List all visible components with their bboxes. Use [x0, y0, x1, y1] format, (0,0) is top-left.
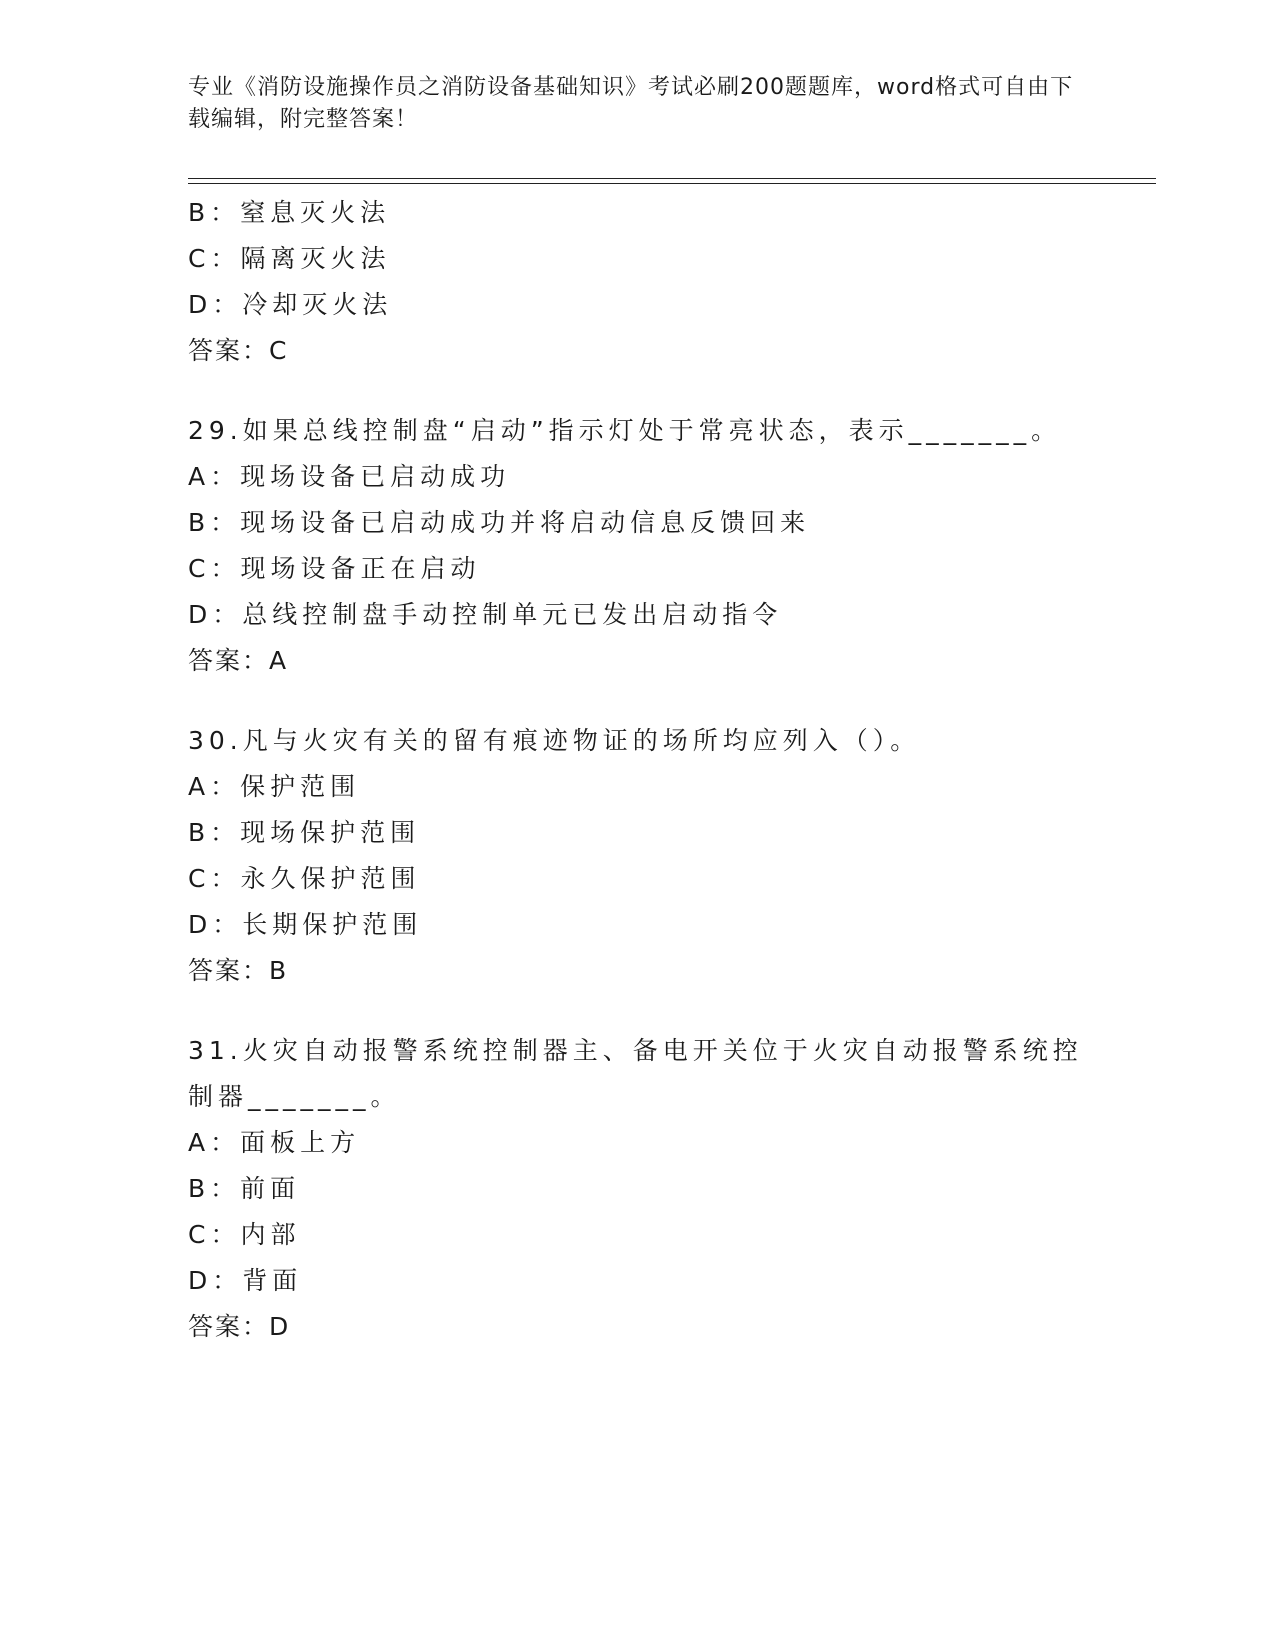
question-spacer: [188, 374, 1088, 408]
option-b: B：现场设备已启动成功并将启动信息反馈回来: [188, 508, 811, 537]
prev-question-block: [188, 190, 1088, 374]
option-a: A：保护范围: [188, 772, 361, 801]
option-b: B：窒息灭火法: [188, 198, 391, 227]
option-b: B：现场保护范围: [188, 818, 421, 847]
question-spacer: [188, 684, 1088, 718]
option-c: C：隔离灭火法: [188, 244, 391, 273]
option-d: D：冷却灭火法: [188, 290, 393, 319]
question-block-31: [188, 1028, 1088, 1350]
question-block-29: [188, 408, 1088, 684]
option-d: D：总线控制盘手动控制单元已发出启动指令: [188, 600, 783, 629]
option-c: C：永久保护范围: [188, 864, 421, 893]
option-c: C：内部: [188, 1220, 301, 1249]
question-text: 30.凡与火灾有关的留有痕迹物证的场所均应列入（）。: [188, 726, 921, 755]
option-c: C：现场设备正在启动: [188, 554, 481, 583]
question-text: 29.如果总线控制盘“启动”指示灯处于常亮状态，表示_______。: [188, 416, 1062, 445]
document-header: 专业《消防设施操作员之消防设备基础知识》考试必刷200题题库，word格式可自由下载编辑，附完整答案！: [188, 75, 1074, 132]
header-rule-top: [188, 178, 1156, 179]
answer-line: 答案：B: [188, 956, 289, 985]
option-d: D：背面: [188, 1266, 303, 1295]
option-a: A：面板上方: [188, 1128, 361, 1157]
question-spacer: [188, 994, 1088, 1028]
header-rule-bottom: [188, 183, 1156, 184]
option-b: B：前面: [188, 1174, 301, 1203]
option-d: D：长期保护范围: [188, 910, 423, 939]
answer-line: 答案：A: [188, 646, 289, 675]
question-content: [188, 190, 1088, 1350]
option-a: A：现场设备已启动成功: [188, 462, 511, 491]
answer-line: 答案：C: [188, 336, 289, 365]
question-text: 31.火灾自动报警系统控制器主、备电开关位于火灾自动报警系统控制器_______。: [188, 1036, 1083, 1111]
question-block-30: [188, 718, 1088, 994]
answer-line: 答案：D: [188, 1312, 291, 1341]
